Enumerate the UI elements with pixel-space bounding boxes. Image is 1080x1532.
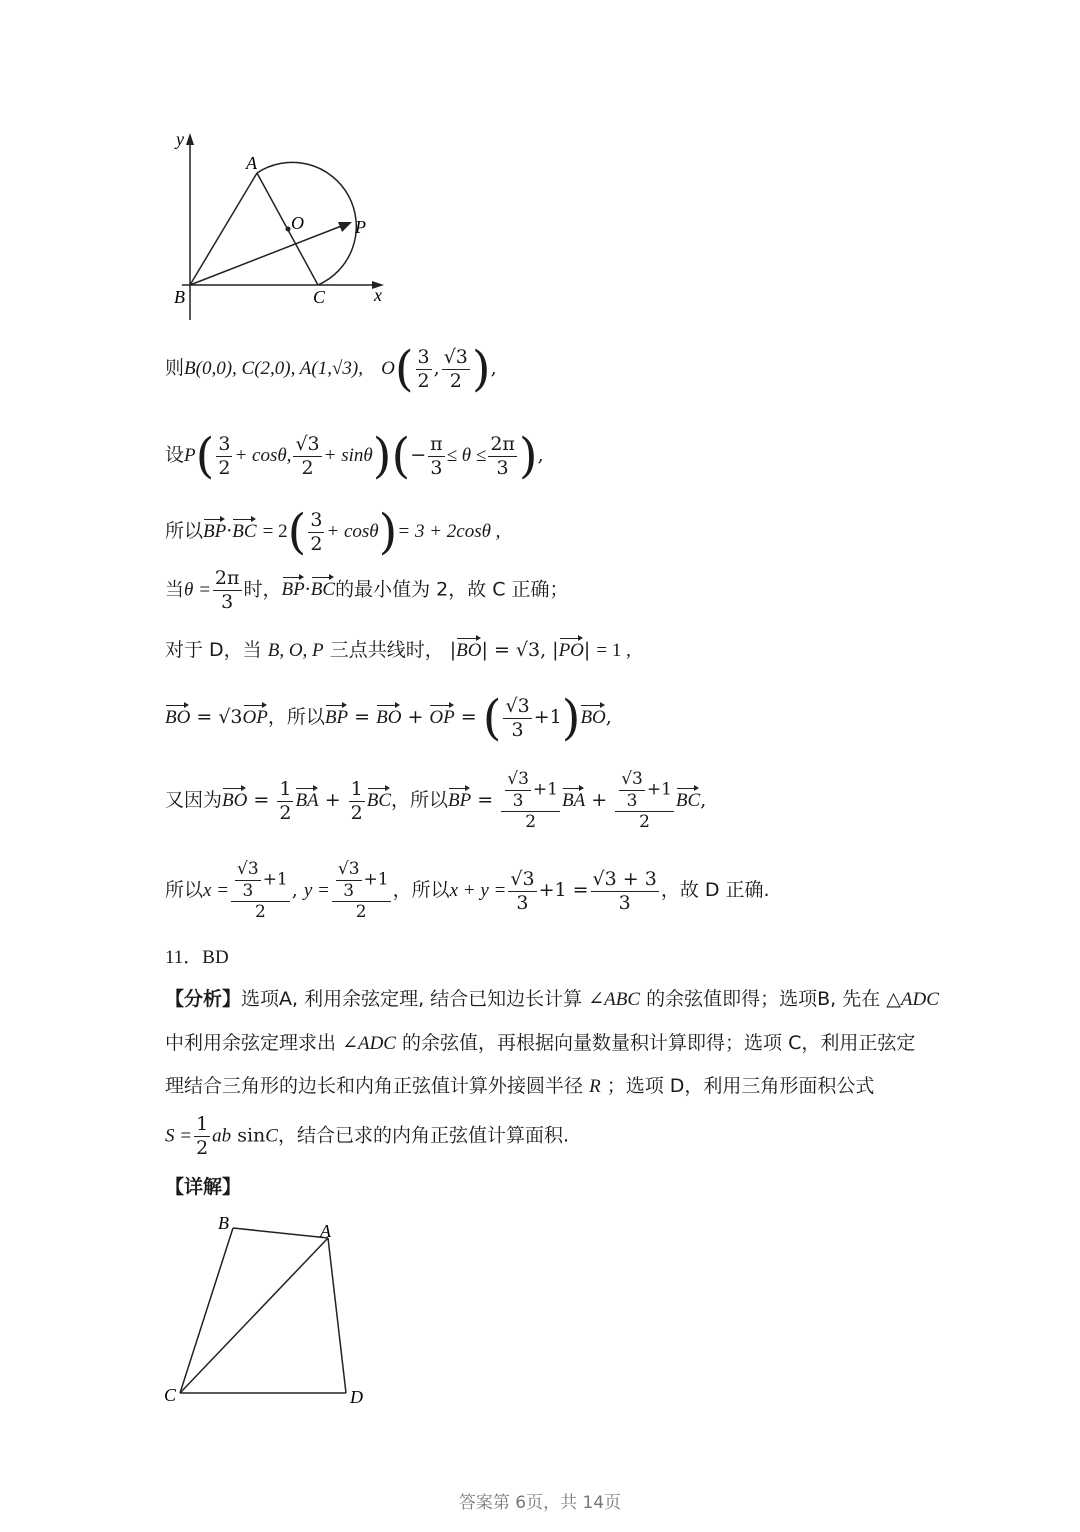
page-footer: 答案第 6页，共 14页	[458, 1493, 622, 1513]
label-C: C	[313, 287, 326, 307]
label-quad-D: D	[350, 1387, 363, 1407]
diagonal-CA	[180, 1238, 328, 1393]
label-x: x	[374, 285, 382, 305]
line-BO-OP: BO = √3OP，所以BP = BO + OP = ( $\frac{√3}{3}$ +1)BO,	[165, 690, 612, 746]
line-coordinates: 则B(0,0), C(2,0), A(1,√3), O( $\frac{3}{2}$ , $\frac{√3}{2}$ ),	[165, 341, 497, 397]
label-O: O	[291, 213, 304, 233]
analysis-line-4: S = $\frac{1}{2}$ ab sinC，结合已求的内角正弦值计算面积.	[165, 1113, 570, 1159]
label-P: P	[355, 217, 366, 237]
line-min-value: 当θ = $\frac{2\pi}{3}$ 时，BP·BC的最小值为 2，故 C 正确；	[165, 567, 569, 613]
label-y: y	[176, 129, 184, 149]
vector-BP-arrow	[338, 222, 352, 232]
analysis-line-2: 中利用余弦定理求出 ∠ADC 的余弦值，再根据向量数量积计算即得；选项 C，利用正弦定	[165, 1032, 916, 1054]
line-BO-decompose: 又因为BO = $\frac{1}{2}$ BA + $\frac{1}{2}$ BC，所以BP = $\frac{√3}{3}$ +1 2 BA + $\frac{√3}{3}$ +1 2 BC,	[165, 769, 707, 833]
line-option-D: 对于 D，当 B, O, P 三点共线时， |BO| = √3, |PO| = 1 ,	[165, 635, 631, 660]
vector-BP	[190, 225, 344, 285]
segment-BA	[190, 173, 257, 285]
detail-heading: 【详解】	[165, 1176, 242, 1198]
label-quad-C: C	[164, 1385, 177, 1405]
segment-AD	[328, 1238, 346, 1393]
line-set-P: 设P( $\frac{3}{2}$ + cosθ, $\frac{√3}{2}$ + sinθ)(− $\frac{\pi}{3}$ ≤ θ ≤ $\frac{2\pi}{3}$ ),	[165, 428, 544, 484]
quadrilateral-figure	[160, 1205, 380, 1415]
segment-CB	[180, 1228, 233, 1393]
line-dot-product: 所以BP·BC = 2( $\frac{3}{2}$ + cosθ)= 3 + 2cosθ ,	[165, 504, 501, 560]
y-axis-arrow	[186, 133, 194, 145]
analysis-line-1: 【分析】选项A, 利用余弦定理, 结合已知边长计算 ∠ABC 的余弦值即得；选项B, 先在 △ADC	[165, 988, 939, 1010]
coordinate-figure	[160, 125, 400, 325]
question-11-answer: 11．BD	[165, 947, 229, 968]
label-quad-A: A	[320, 1221, 331, 1241]
segment-BA-quad	[233, 1228, 328, 1238]
label-A: A	[246, 153, 257, 173]
line-x-y: 所以x = $\frac{√3}{3}$ +1 2 , y = $\frac{√3}{3}$ +1 2 ，所以x + y = $\frac{√3}{3}$ +1 = $\frac{√3 + 3}{3}$ ，故 D 正确.	[165, 859, 770, 923]
center-O-dot	[286, 227, 291, 232]
label-quad-B: B	[218, 1213, 229, 1233]
label-B: B	[174, 287, 185, 307]
analysis-line-3: 理结合三角形的边长和内角正弦值计算外接圆半径 R ；选项 D，利用三角形面积公式	[165, 1075, 875, 1097]
